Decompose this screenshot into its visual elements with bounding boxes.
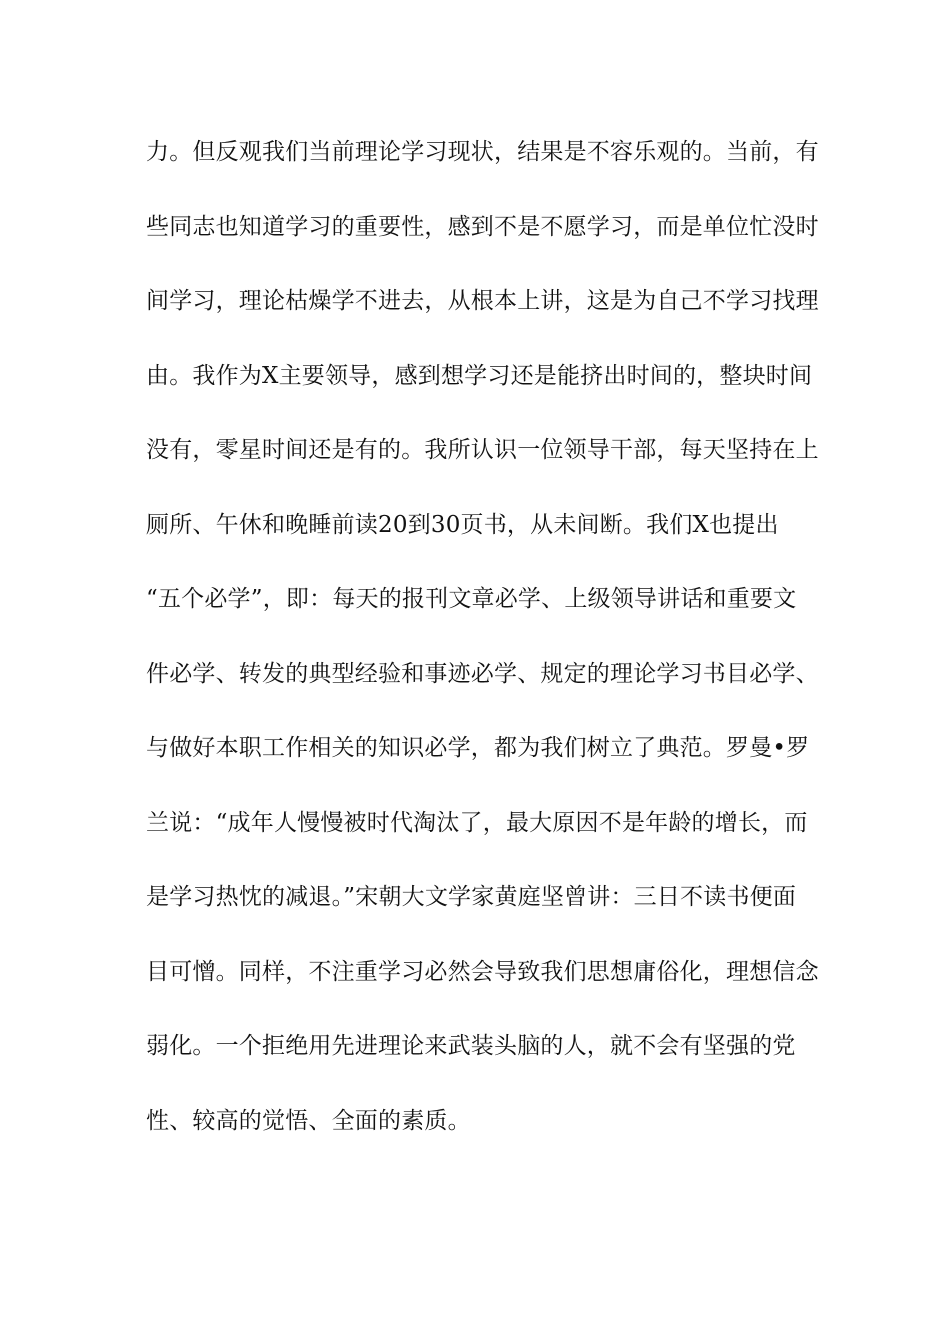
text-line: 由。我作为X主要领导，感到想学习还是能挤出时间的，整块时间 <box>146 362 813 389</box>
body-paragraph <box>146 132 819 1175</box>
text-line: 厕所、午休和晚睡前读20到30页书，从未间断。我们X也提出 <box>146 511 779 538</box>
text-line: 没有，零星时间还是有的。我所认识一位领导干部，每天坚持在上 <box>146 437 819 463</box>
text-line: 与做好本职工作相关的知识必学，都为我们树立了典范。罗曼•罗 <box>146 735 810 761</box>
text-line: 兰说：“成年人慢慢被时代淘汰了，最大原因不是年龄的增长，而 <box>146 809 808 836</box>
text-line: “五个必学”，即：每天的报刊文章必学、上级领导讲话和重要文 <box>146 586 797 612</box>
text-line: 弱化。一个拒绝用先进理论来武装头脑的人，就不会有坚强的党 <box>146 1033 796 1059</box>
text-line: 些同志也知道学习的重要性，感到不是不愿学习，而是单位忙没时 <box>146 213 819 240</box>
text-line: 力。但反观我们当前理论学习现状，结果是不容乐观的。当前，有 <box>146 139 819 165</box>
text-line: 间学习，理论枯燥学不进去，从根本上讲，这是为自己不学习找理 <box>146 288 819 314</box>
text-line: 是学习热忱的减退。”宋朝大文学家黄庭坚曾讲：三日不读书便面 <box>146 884 797 910</box>
text-line: 件必学、转发的典型经验和事迹必学、规定的理论学习书目必学、 <box>146 660 819 687</box>
text-line: 性、较高的觉悟、全面的素质。 <box>146 1107 471 1134</box>
text-line: 目可憎。同样，不注重学习必然会导致我们思想庸俗化，理想信念 <box>146 958 819 985</box>
